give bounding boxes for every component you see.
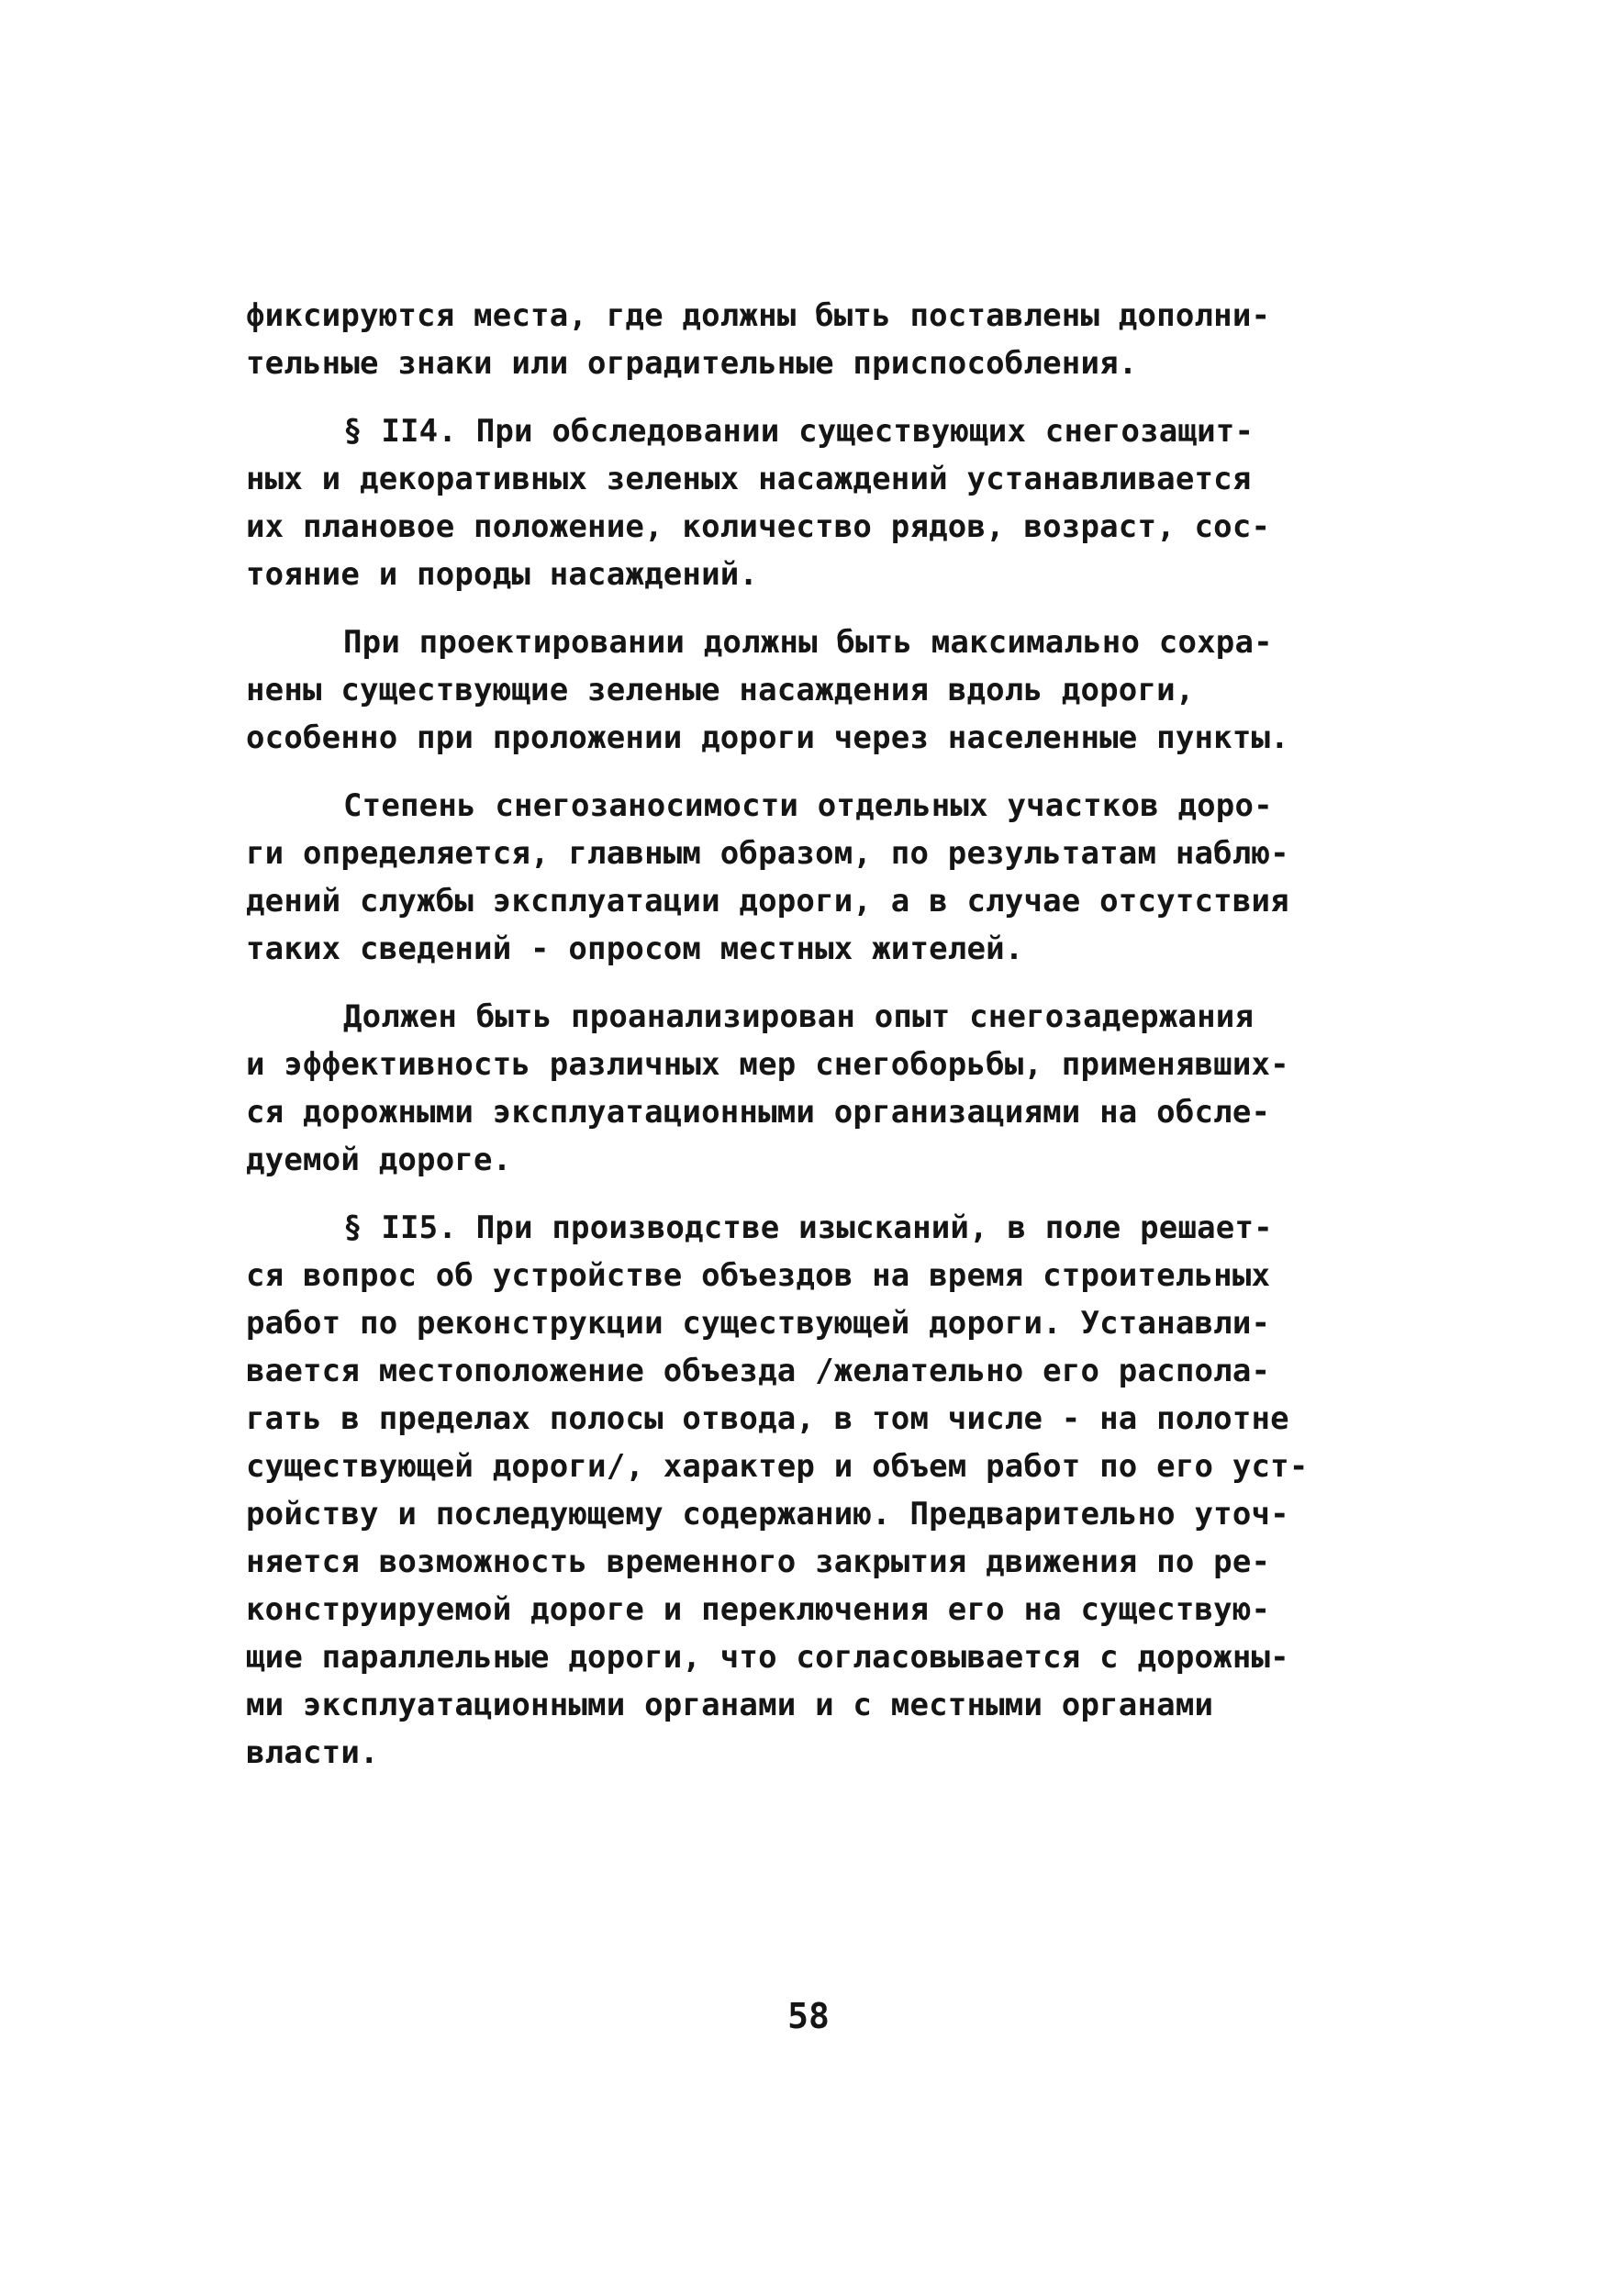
paragraph-snow-retention (246, 993, 1292, 1184)
text-line: тояние и породы насаждений. (246, 556, 759, 593)
text-line: гать в пределах полосы отвода, в том числе - на полотне (246, 1400, 1289, 1437)
text-line: конструируемой дороге и переключения его на существую- (246, 1591, 1271, 1628)
page-number: 58 (787, 1996, 830, 2036)
text-line: ги определяется, главным образом, по результатам наблю- (246, 835, 1289, 872)
text-line: и эффективность различных мер снегоборьбы, применявших- (246, 1046, 1289, 1083)
text-line: вается местоположение объезда /желательно его распола- (246, 1353, 1271, 1389)
text-line: дуемой дороге. (246, 1142, 512, 1178)
text-line: их плановое положение, количество рядов, возраст, сос- (246, 508, 1271, 545)
text-line: дений службы эксплуатации дороги, а в случае отсутствия (246, 883, 1289, 920)
text-line: Степень снегозаносимости отдельных участков доро- (343, 787, 1273, 824)
text-line: няется возможность временного закрытия движения по ре- (246, 1544, 1271, 1580)
text-line: нены существующие зеленые насаждения вдоль дороги, (246, 672, 1195, 708)
text-line: ся вопрос об устройстве объездов на время строительных (246, 1257, 1271, 1294)
text-line: работ по реконструкции существующей дороги. Устанавли- (246, 1305, 1271, 1342)
text-line: ся дорожными эксплуатационными организациями на обсле- (246, 1094, 1271, 1131)
body-text (246, 292, 1309, 1797)
text-line: § II5. При производстве изысканий, в поле решает- (343, 1209, 1273, 1246)
paragraph-snow-drift (246, 782, 1292, 973)
text-line: ройству и последующему содержанию. Предварительно уточ- (246, 1496, 1289, 1533)
text-line: власти. (246, 1734, 379, 1771)
text-line: тельные знаки или оградительные приспособления. (246, 345, 1138, 382)
paragraph-section-115 (246, 1204, 1309, 1777)
text-line: особенно при проложении дороги через населенные пункты. (246, 719, 1289, 756)
text-line: § II4. При обследовании существующих снегозащит- (343, 413, 1255, 450)
paragraph-continuation (246, 292, 1292, 387)
text-line: Должен быть проанализирован опыт снегозадержания (343, 998, 1255, 1035)
text-line: ных и декоративных зеленых насаждений устанавливается (246, 461, 1252, 497)
text-line: ми эксплуатационными органами и с местными органами (246, 1687, 1214, 1723)
text-line: фиксируются места, где должны быть поставлены дополни- (246, 297, 1271, 334)
text-line: щие параллельные дороги, что согласовывается с дорожны- (246, 1639, 1289, 1676)
text-line: существующей дороги/, характер и объем работ по его уст- (246, 1448, 1309, 1485)
paragraph-design (246, 619, 1292, 762)
paragraph-section-114 (246, 407, 1292, 598)
text-line: таких сведений - опросом местных жителей. (246, 931, 1024, 967)
text-line: При проектировании должны быть максимально сохра- (343, 624, 1273, 661)
